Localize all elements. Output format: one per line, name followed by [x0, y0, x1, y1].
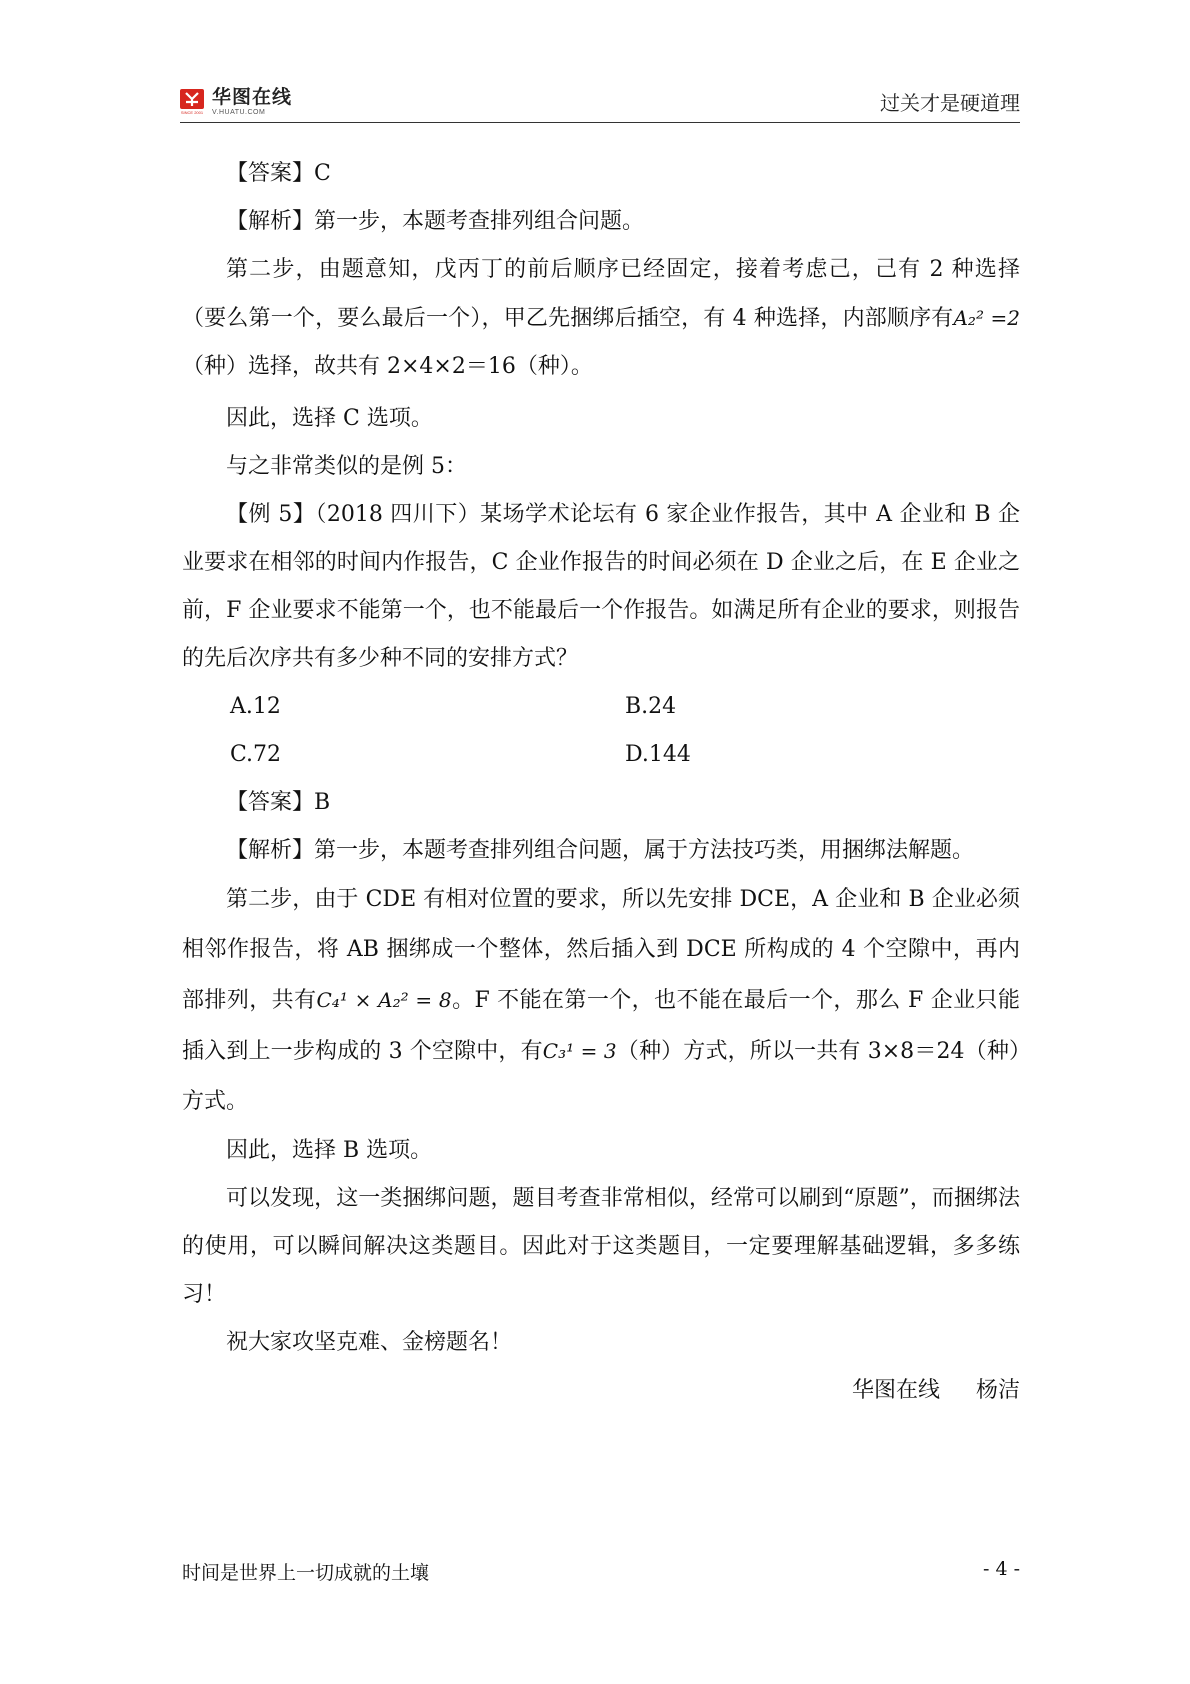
- logo-name: 华图在线: [212, 86, 293, 108]
- option-d: D.144: [625, 742, 691, 767]
- analysis-2-step2-c: （种）方式，所以一共有 3×8＝24（种）方式。: [182, 1039, 1020, 1114]
- logo-since: SINCE 2001: [180, 110, 204, 115]
- option-c: C.72: [230, 742, 282, 767]
- option-a: A.12: [230, 694, 281, 719]
- header-slogan: 过关才是硬道理: [880, 91, 1020, 115]
- page-footer: [182, 1558, 1020, 1588]
- example-5-question: 【例 5】（2018 四川下）某场学术论坛有 6 家企业作报告，其中 A 企业和 B 企业要求在相邻的时间内作报告，C 企业作报告的时间必须在 D 企业之后，在 E 企业之前，F 企业要求不能第一个，也不能最后一个作报告。如满足所有企业的要求，则报告的先后次序共有多少种不同的安排方式？: [182, 502, 1020, 671]
- formula-c31: C₃¹ = 3: [542, 1039, 617, 1063]
- options-row-2: [182, 731, 1020, 779]
- blessing-line: 祝大家攻坚克难、金榜题名！: [226, 1330, 513, 1355]
- footer-motto: 时间是世界上一切成就的土壤: [182, 1562, 430, 1584]
- analysis-2-step2-b: 。F 不能在第一个，也不能在最后一个，那么 F 企业只能插入到上一步构成的 3 个空隙中，有: [182, 988, 1020, 1064]
- signature-name: 杨洁: [975, 1378, 1020, 1403]
- analysis-2-step2: [182, 875, 1020, 1127]
- analysis-1-step2-tail: （种）选择，故共有 2×4×2＝16（种）。: [182, 354, 593, 379]
- analysis-1-step2: [182, 246, 1020, 391]
- option-b: B.24: [625, 694, 677, 719]
- analysis-2-step1: 【解析】第一步，本题考查排列组合问题，属于方法技巧类，用捆绑法解题。: [226, 838, 975, 863]
- answer-2: 【答案】B: [226, 790, 331, 815]
- signature: [182, 1367, 1020, 1415]
- huatu-logo-icon: [180, 89, 204, 115]
- page-number: - 4 -: [982, 1558, 1020, 1580]
- options-row-1: [182, 683, 1020, 731]
- answer-1: 【答案】C: [226, 161, 331, 186]
- formula-a22: A₂² =2: [953, 306, 1020, 330]
- formula-c41-a22: C₄¹ × A₂² = 8: [316, 988, 452, 1012]
- conclusion-1: 因此，选择 C 选项。: [226, 406, 433, 431]
- conclusion-2: 因此，选择 B 选项。: [226, 1138, 433, 1163]
- signature-org: 华图在线: [851, 1378, 940, 1403]
- page-body: [182, 150, 1020, 1415]
- analysis-1-step1: 【解析】第一步，本题考查排列组合问题。: [226, 209, 645, 234]
- analysis-1-step2-text: 第二步，由题意知，戊丙丁的前后顺序已经固定，接着考虑己，己有 2 种选择（要么第一个，要么最后一个），甲乙先捆绑后插空，有 4 种选择，内部顺序有: [182, 257, 1020, 331]
- transition-text: 与之非常类似的是例 5：: [226, 454, 467, 479]
- page-header: [180, 80, 1020, 123]
- logo-url: V.HUATU.COM: [212, 109, 266, 116]
- summary-paragraph: 可以发现，这一类捆绑问题，题目考查非常相似，经常可以刷到“原题”，而捆绑法的使用，可以瞬间解决这类题目。因此对于这类题目，一定要理解基础逻辑，多多练习！: [182, 1186, 1020, 1307]
- huatu-logo: [180, 86, 292, 118]
- analysis-2-step2-a: 第二步，由于 CDE 有相对位置的要求，所以先安排 DCE，A 企业和 B 企业必须相邻作报告，将 AB 捆绑成一个整体，然后插入到 DCE 所构成的 4 个空隙中，再内部排列，共有: [182, 887, 1020, 1013]
